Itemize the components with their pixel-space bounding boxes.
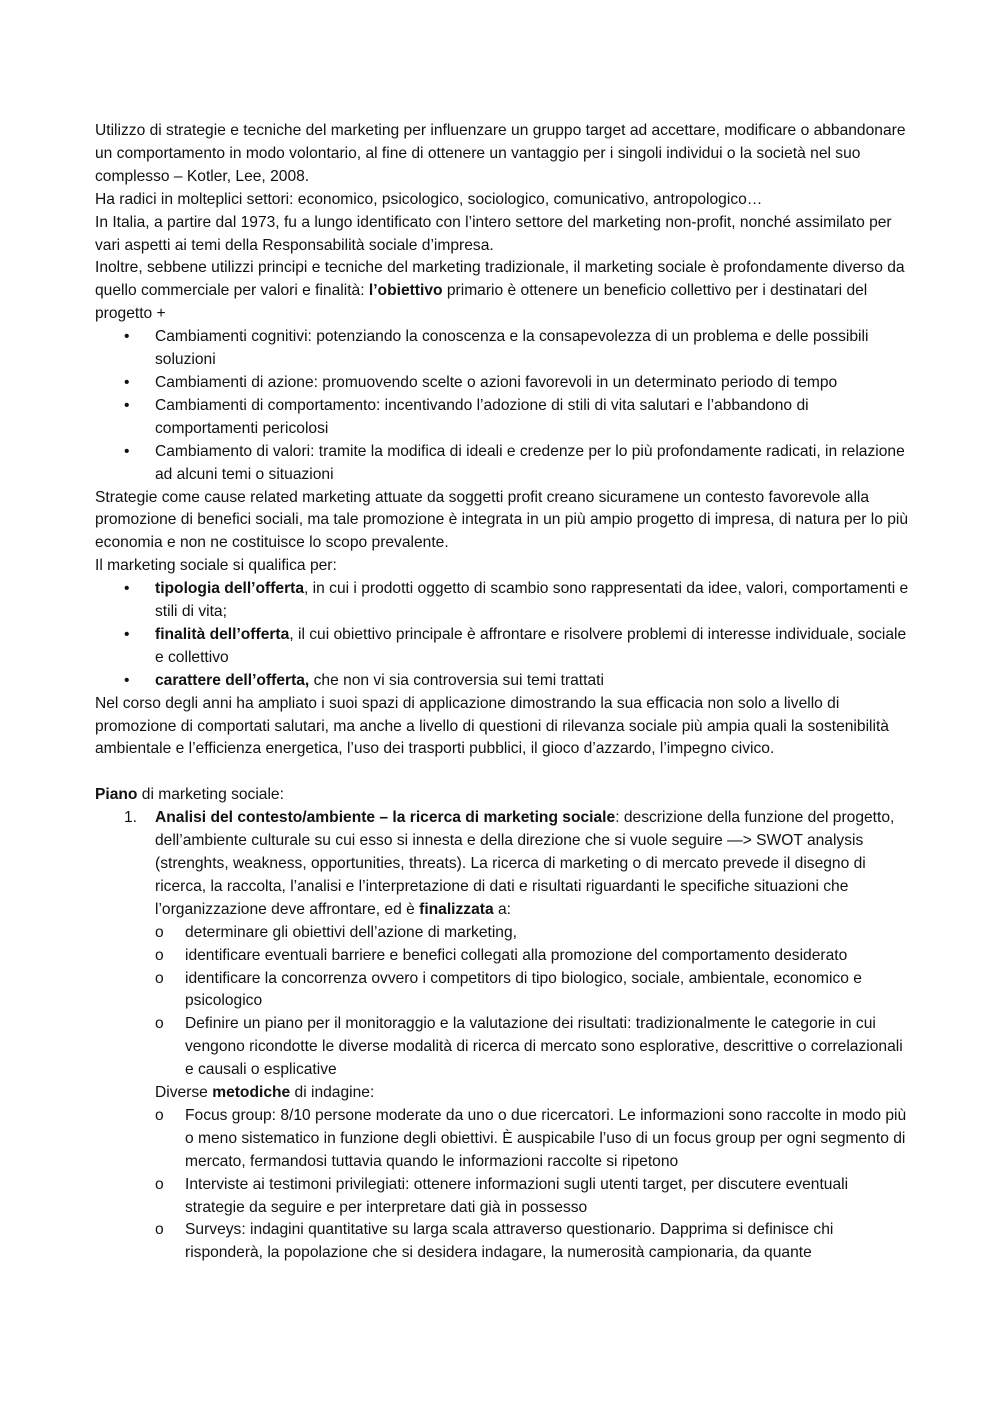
methods-intro: Diverse metodiche di indagine:	[155, 1084, 375, 1102]
list-item: • tipologia dell’offerta, in cui i prodotti oggetto di scambio sono rappresentati da idee, valori, comportamenti e stili di vita;	[95, 578, 910, 624]
plan-item	[95, 807, 910, 1265]
applications-paragraph: Nel corso degli anni ha ampliato i suoi spazi di applicazione dimostrando la sua efficacia non solo a livello di promozione di comportati salutari, ma anche a livello di questioni di rilevanza sociale più ampia quali la sostenibilità ambientale e l’efficienza energetica, l’uso dei trasporti pubblici, il gioco d’azzardo, l’impegno civico.	[95, 694, 889, 758]
list-item: o Surveys: indagini quantitative su larga scala attraverso questionario. Dapprima si definisce chi risponderà, la popolazione che si desidera indagare, la numerosità campionaria, da quante	[155, 1219, 910, 1265]
objective-bold: l’obiettivo	[368, 282, 443, 300]
list-item: o Focus group: 8/10 persone moderate da uno o due ricercatori. Le informazioni sono raccolte in modo più o meno sistematico in funzione degli obiettivi. È auspicabile l’uso di un focus group per ogni segmento di mercato, fermandosi tuttavia quando le informazioni raccolte si ripetono	[155, 1105, 910, 1174]
blank-line	[95, 761, 910, 784]
qualifies-list	[95, 578, 910, 693]
list-item: • Cambiamenti di azione: promuovendo scelte o azioni favorevoli in un determinato periodo di tempo	[95, 372, 910, 395]
list-item: o identificare eventuali barriere e benefici collegati alla promozione del comportamento desiderato	[155, 945, 910, 968]
qualifies-intro: Il marketing sociale si qualifica per:	[95, 557, 337, 575]
list-item: • finalità dell’offerta, il cui obiettivo principale è affrontare e risolvere problemi di interesse individuale, sociale e collettivo	[95, 624, 910, 670]
plan-item-text: Analisi del contesto/ambiente – la ricerca di marketing sociale: descrizione della funzione del progetto, dell’ambiente culturale su cui esso si innesta e della direzione che si vuole seguire —> SWOT analysis (strenghts, weakness, opportunities, threats). La ricerca di marketing o di mercato prevede il disegno di ricerca, la raccolta, l’analisi e l’interpretazione di dati e risultati riguardanti le specifiche situazioni che l’organizzazione deve affrontare, ed è finalizzata a:	[155, 809, 895, 918]
list-item: • Cambiamenti di comportamento: incentivando l’adozione di stili di vita salutari e l’abbandono di comportamenti pericolosi	[95, 395, 910, 441]
list-item: • Cambiamenti cognitivi: potenziando la conoscenza e la consapevolezza di un problema e delle possibili soluzioni	[95, 326, 910, 372]
changes-list	[95, 326, 910, 486]
strategy-paragraph: Strategie come cause related marketing attuate da soggetti profit creano sicuramene un contesto favorevole alla promozione di benefici sociali, ma tale promozione è integrata in un più ampio progetto di impresa, di natura per lo più economia e non ne costituisce lo scopo prevalente.	[95, 488, 909, 552]
intro-paragraph-italy: In Italia, a partire dal 1973, fu a lungo identificato con l’intero settore del marketing non-profit, nonché assimilato per vari aspetti ai temi della Responsabilità sociale d’impresa.	[95, 213, 892, 254]
list-item: • carattere dell’offerta, che non vi sia controversia sui temi trattati	[95, 670, 910, 693]
intro-paragraph-roots: Ha radici in molteplici settori: economico, psicologico, sociologico, comunicativo, antropologico…	[95, 190, 763, 208]
list-item: o Interviste ai testimoni privilegiati: ottenere informazioni sugli utenti target, per discutere eventuali strategie da seguire e per interpretare dati già in possesso	[155, 1174, 910, 1220]
list-item: o identificare la concorrenza ovvero i competitors di tipo biologico, sociale, ambientale, economico e psicologico	[155, 968, 910, 1014]
document-page	[95, 120, 910, 1265]
list-item: o Definire un piano per il monitoraggio e la valutazione dei risultati: tradizionalmente le categorie in cui vengono ricondotte le diverse modalità di ricerca di mercato sono esplorative, descrittive o correlazionali e causali o esplicative	[155, 1013, 910, 1082]
intro-paragraph-objective: Inoltre, sebbene utilizzi principi e tecniche del marketing tradizionale, il marketing sociale è profondamente diverso da quello commerciale per valori e finalità: l’obiettivo primario è ottenere un beneficio collettivo per i destinatari del progetto +	[95, 259, 905, 323]
list-item: • Cambiamento di valori: tramite la modifica di ideali e credenze per lo più profondamente radicati, in relazione ad alcuni temi o situazioni	[95, 441, 910, 487]
item-number: 1.	[124, 809, 138, 827]
methods-list	[155, 1105, 910, 1265]
plan-list	[95, 807, 910, 1265]
intro-paragraph-definition: Utilizzo di strategie e tecniche del marketing per influenzare un gruppo target ad accettare, modificare o abbandonare un comportamento in modo volontario, al fine di ottenere un vantaggio per i singoli individui o la società nel suo complesso – Kotler, Lee, 2008.	[95, 122, 906, 185]
list-item: o determinare gli obiettivi dell’azione di marketing,	[155, 922, 910, 945]
purposes-list	[155, 922, 910, 1082]
plan-heading: Piano di marketing sociale:	[95, 786, 284, 804]
